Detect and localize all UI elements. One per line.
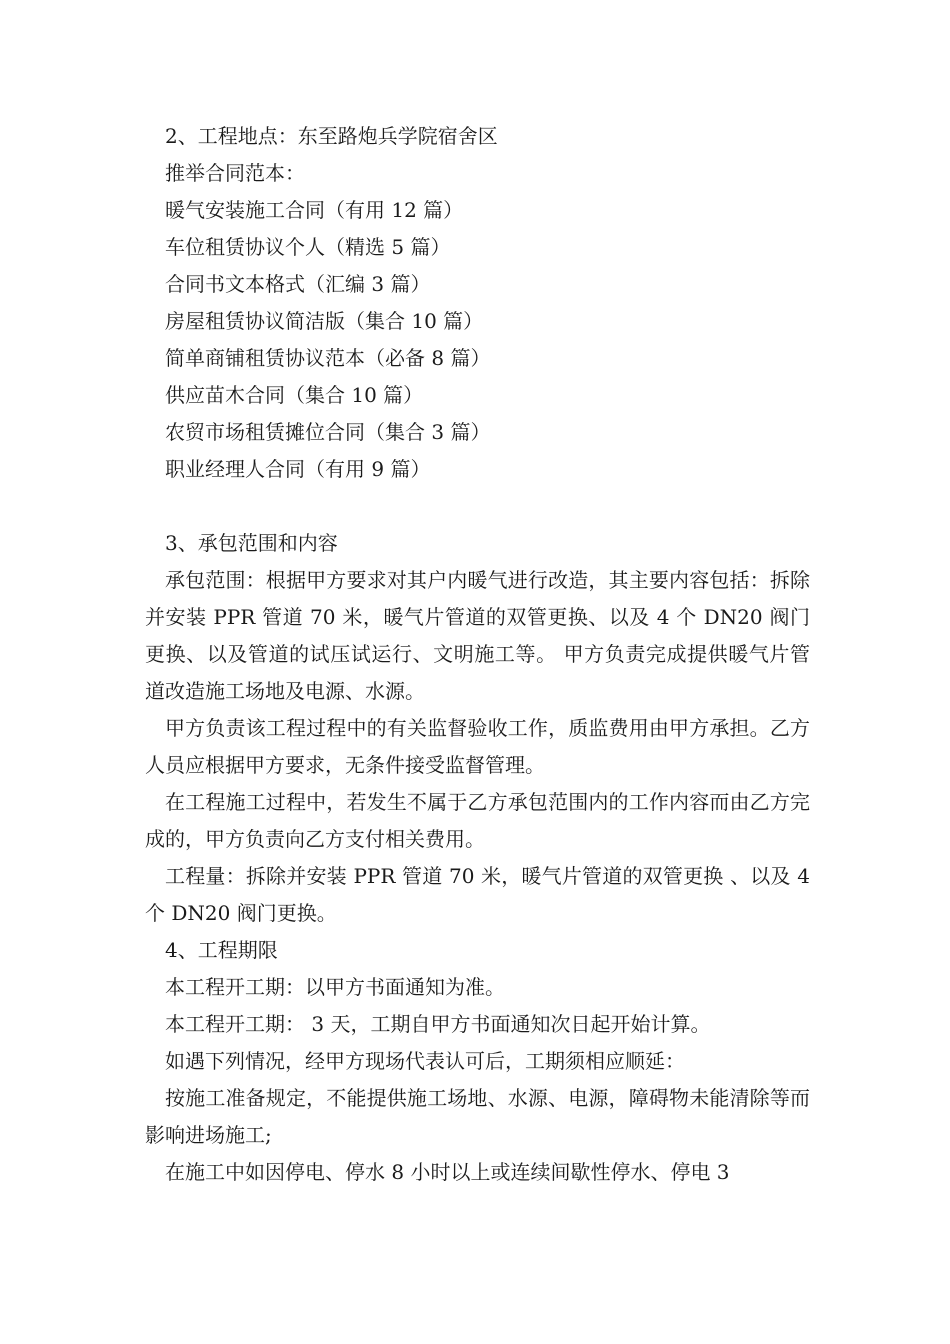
recommend-title: 推举合同范本： bbox=[165, 161, 305, 185]
recommend-link-2[interactable]: 车位租赁协议个人（精选 5 篇） bbox=[165, 235, 451, 259]
duration-line: 本工程开工期： 3 天，工期自甲方书面通知次日起开始计算。 bbox=[165, 1012, 711, 1036]
site-preparation-paragraph: 按施工准备规定，不能提供施工场地、水源、电源，障碍物未能清除等而影响进场施工; bbox=[145, 1086, 810, 1147]
recommend-link-1[interactable]: 暖气安装施工合同（有用 12 篇） bbox=[165, 198, 464, 222]
section-4-heading: 4、工程期限 bbox=[165, 938, 278, 962]
start-date-line: 本工程开工期：以甲方书面通知为准。 bbox=[165, 975, 505, 999]
workload-paragraph: 工程量：拆除并安装 PPR 管道 70 米，暖气片管道的双管更换 、以及 4 个 DN20 阀门更换。 bbox=[145, 864, 810, 925]
section-3-heading: 3、承包范围和内容 bbox=[165, 531, 338, 555]
section-2-heading: 2、工程地点：东至路炮兵学院宿舍区 bbox=[165, 124, 498, 148]
recommend-link-4[interactable]: 房屋租赁协议简洁版（集合 10 篇） bbox=[165, 309, 484, 333]
supervision-paragraph: 甲方负责该工程过程中的有关监督验收工作，质监费用由甲方承担。乙方人员应根据甲方要求，无条件接受监督管理。 bbox=[145, 716, 810, 777]
recommend-link-5[interactable]: 简单商铺租赁协议范本（必备 8 篇） bbox=[165, 346, 491, 370]
recommend-link-3[interactable]: 合同书文本格式（汇编 3 篇） bbox=[165, 272, 431, 296]
extension-condition-line: 如遇下列情况，经甲方现场代表认可后，工期须相应顺延： bbox=[165, 1049, 685, 1073]
power-water-outage-paragraph: 在施工中如因停电、停水 8 小时以上或连续间歇性停水、停电 3 bbox=[165, 1160, 730, 1184]
recommend-link-8[interactable]: 职业经理人合同（有用 9 篇） bbox=[165, 457, 431, 481]
blank-line bbox=[145, 488, 810, 525]
recommend-link-7[interactable]: 农贸市场租赁摊位合同（集合 3 篇） bbox=[165, 420, 491, 444]
recommend-link-6[interactable]: 供应苗木合同（集合 10 篇） bbox=[165, 383, 424, 407]
scope-paragraph: 承包范围：根据甲方要求对其户内暖气进行改造，其主要内容包括：拆除并安装 PPR 管道 70 米，暖气片管道的双管更换、以及 4 个 DN20 阀门更换、以及管道的试压试运行、文明施工等。 甲方负责完成提供暖气片管道改造施工场地及电源、水源。 bbox=[145, 568, 810, 703]
extra-work-paragraph: 在工程施工过程中，若发生不属于乙方承包范围内的工作内容而由乙方完成的，甲方负责向乙方支付相关费用。 bbox=[145, 790, 810, 851]
document-body bbox=[145, 118, 810, 1191]
